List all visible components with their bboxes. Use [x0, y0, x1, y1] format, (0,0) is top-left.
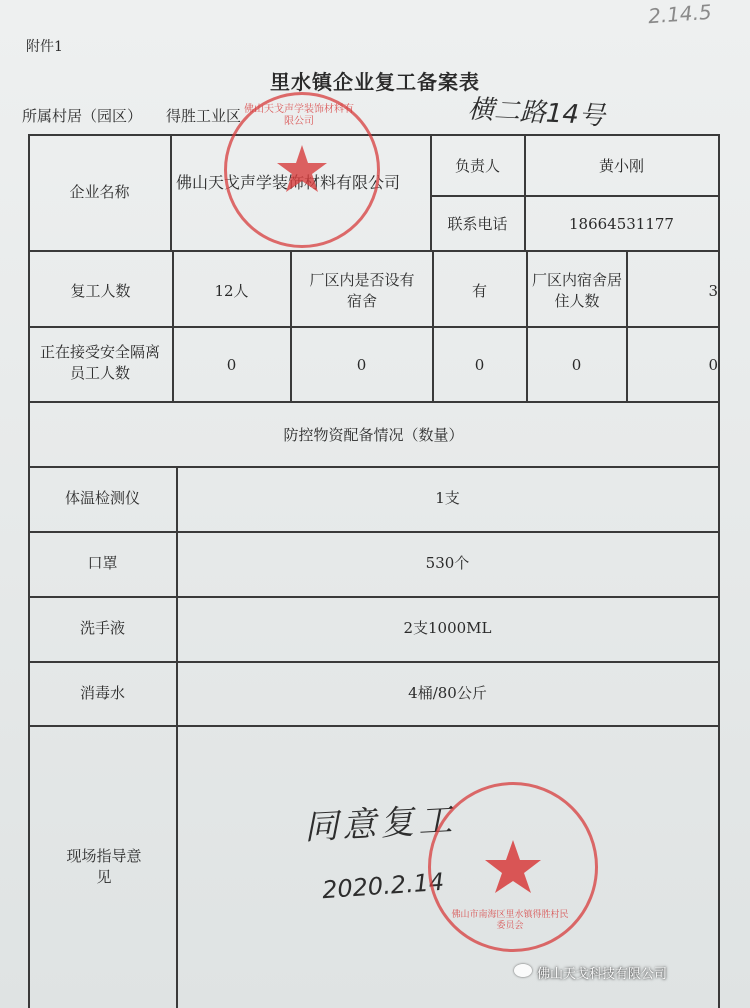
- supply-value: 2支1000ML: [403, 619, 492, 637]
- isolation-value: 0: [571, 356, 582, 374]
- guidance-label: 现场指导意见: [66, 847, 142, 886]
- dorm-count-value: 3: [708, 282, 718, 300]
- phone-label: 联系电话: [447, 215, 508, 233]
- isolation-value: 0: [226, 356, 237, 374]
- supply-label: 体温检测仪: [64, 489, 140, 507]
- village-label: 所属村居（园区）: [22, 107, 143, 125]
- isolation-value: 0: [474, 356, 485, 374]
- isolation-value: 0: [708, 356, 718, 374]
- supply-value: 1支: [435, 489, 460, 507]
- supply-label: 消毒水: [79, 684, 125, 702]
- supply-label: 口罩: [87, 554, 118, 572]
- isolation-value: 0: [356, 356, 367, 374]
- dorm-count-label: 厂区内宿舍居住人数: [531, 271, 622, 310]
- supply-value: 530个: [425, 554, 470, 572]
- returning-label: 复工人数: [70, 282, 131, 300]
- returning-value: 12人: [214, 282, 249, 300]
- page-title: 里水镇企业复工备案表: [270, 70, 480, 94]
- supplies-section-title: 防控物资配备情况（数量）: [283, 426, 464, 444]
- phone-value: 18664531177: [569, 215, 674, 233]
- supply-label: 洗手液: [79, 619, 125, 637]
- watermark-icon: [514, 964, 532, 977]
- village-value: 得胜工业区: [166, 107, 242, 125]
- company-name-label: 企业名称: [69, 183, 130, 201]
- company-seal-text: 佛山天戈声学装饰材料有限公司: [244, 104, 354, 127]
- dorm-label: 厂区内是否设有宿舍: [309, 271, 415, 310]
- dorm-value: 有: [471, 282, 487, 300]
- handwritten-opinion: 同意复工: [303, 800, 458, 848]
- person-label: 负责人: [454, 157, 500, 175]
- attachment-label: 附件1: [26, 39, 63, 55]
- supply-value: 4桶/80公斤: [408, 684, 487, 702]
- person-value: 黄小刚: [598, 157, 644, 175]
- handwritten-date: 2020.2.14: [321, 867, 445, 905]
- handwritten-address: 横二路14号: [467, 94, 606, 132]
- watermark: 佛山天戈科技有限公司: [537, 967, 668, 982]
- village-seal-text: 佛山市南海区里水镇得胜村民委员会: [451, 910, 569, 931]
- corner-handwriting: 2.14.5: [647, 0, 713, 29]
- isolation-label: 正在接受安全隔离员工人数: [40, 343, 161, 382]
- company-name-value: 佛山天戈声学装饰材料有限公司: [176, 173, 401, 192]
